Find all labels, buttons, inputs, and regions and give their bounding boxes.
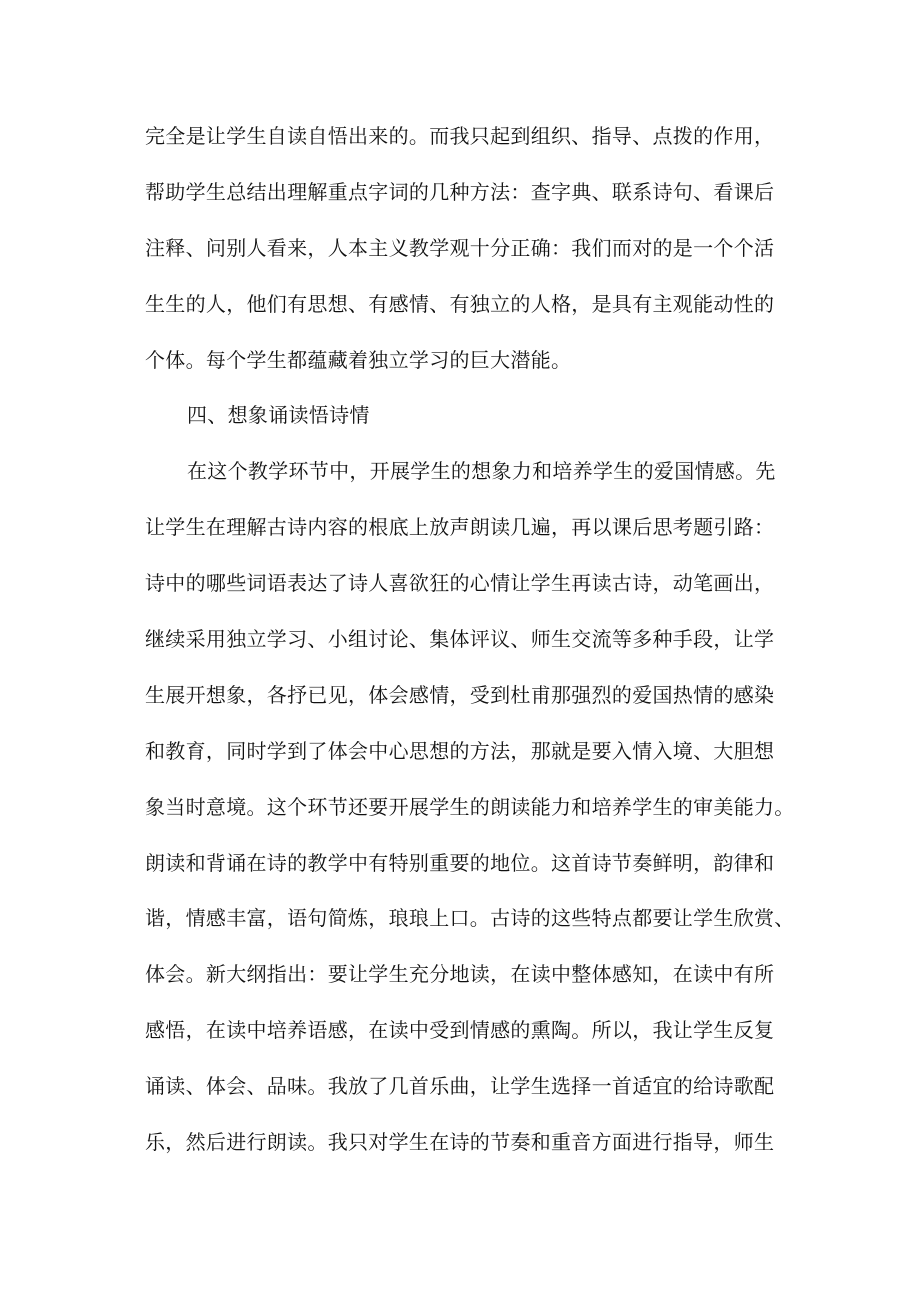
- text-line: 个体。每个学生都蕴藏着独立学习的巨大潜能。: [145, 347, 572, 372]
- body-text: [145, 109, 845, 1171]
- text-line: 感悟，在读中培养语感，在读中受到情感的熏陶。所以，我让学生反复: [145, 1018, 775, 1043]
- text-line: 继续采用独立学习、小组讨论、集体评议、师生交流等多种手段，让学: [145, 627, 775, 652]
- text-line: 在这个教学环节中，开展学生的想象力和培养学生的爱国情感。先: [187, 459, 776, 484]
- text-line: 注释、问别人看来，人本主义教学观十分正确：我们而对的是一个个活: [145, 235, 775, 260]
- text-line: 诗中的哪些词语表达了诗人喜欲狂的心情让学生再读古诗，动笔画出，: [145, 571, 775, 596]
- text-line: 帮助学生总结出理解重点字词的几种方法：查字典、联系诗句、看课后: [145, 179, 775, 204]
- text-line: 朗读和背诵在诗的教学中有特别重要的地位。这首诗节奏鲜明，韵律和: [145, 850, 775, 875]
- text-line: 诵读、体会、品味。我放了几首乐曲，让学生选择一首适宜的给诗歌配: [145, 1074, 775, 1099]
- paragraph-2: [145, 444, 845, 1171]
- paragraph-1: [145, 109, 845, 388]
- text-line: 让学生在理解古诗内容的根底上放声朗读几遍，再以课后思考题引路：: [145, 515, 775, 540]
- section-heading: 四、想象诵读悟诗情: [187, 403, 370, 428]
- text-line: 完全是让学生自读自悟出来的。而我只起到组织、指导、点拨的作用，: [145, 124, 775, 148]
- text-line: 谐，情感丰富，语句简炼，琅琅上口。古诗的这些特点都要让学生欣赏、: [145, 906, 795, 931]
- text-line: 生展开想象，各抒已见，体会感情，受到杜甫那强烈的爱国热情的感染: [145, 682, 775, 707]
- text-line: 生生的人，他们有思想、有感情、有独立的人格，是具有主观能动性的: [145, 291, 775, 316]
- text-line: 和教育，同时学到了体会中心思想的方法，那就是要入情入境、大胆想: [145, 738, 775, 763]
- text-line: 体会。新大纲指出：要让学生充分地读，在读中整体感知，在读中有所: [145, 962, 775, 987]
- text-line: 象当时意境。这个环节还要开展学生的朗读能力和培养学生的审美能力。: [145, 794, 795, 819]
- text-line: 乐，然后进行朗读。我只对学生在诗的节奏和重音方面进行指导，师生: [145, 1130, 775, 1155]
